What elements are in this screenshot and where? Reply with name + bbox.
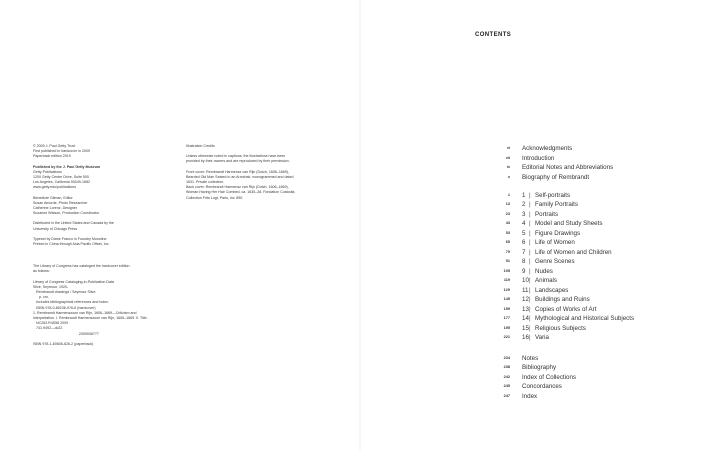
toc-title: Varia <box>535 334 549 342</box>
toc-separator: | <box>529 229 531 237</box>
toc-chapter-number: 2 <box>522 201 526 209</box>
toc-title: Life of Women <box>535 239 575 247</box>
cip-line: ISBN 978-0-89236-976-6 (hardcover) <box>33 305 96 310</box>
distribution-line: University of Chicago Press <box>33 226 78 231</box>
toc-page-number: 23 <box>505 211 510 216</box>
toc-chapter[interactable] <box>488 210 688 220</box>
toc-chapter[interactable] <box>488 314 688 324</box>
toc-title: Religious Subjects <box>535 324 586 332</box>
toc-separator: | <box>529 210 531 218</box>
toc-separator: | <box>529 239 531 247</box>
toc-entry[interactable] <box>488 144 688 154</box>
toc-title: Genre Scenes <box>535 258 575 266</box>
toc-page-number: 119 <box>503 278 510 283</box>
toc-title: Biography of Rembrandt <box>522 173 590 181</box>
toc-page-number: 43 <box>505 221 510 226</box>
toc-chapter[interactable] <box>488 267 688 277</box>
toc-page-number: 247 <box>503 393 510 398</box>
toc-chapter-number: 6 <box>522 239 526 247</box>
toc-separator: | <box>529 305 531 313</box>
toc-chapter-number: 11 <box>522 286 529 294</box>
staff-line: Susan Amorde, Photo Researcher <box>33 200 88 205</box>
toc-page-number: 79 <box>505 249 510 254</box>
typeset-line: Typeset by Diane Franco in Foundry Monoline <box>33 236 107 241</box>
toc-title: Introduction <box>522 154 555 162</box>
toc-separator: | <box>529 201 531 209</box>
toc-chapter-number: 9 <box>522 267 526 275</box>
publisher-address-line: www.getty.edu/publications <box>33 185 77 190</box>
toc-chapter[interactable] <box>488 238 688 248</box>
copyright-line: Paperback edition 2019 <box>33 154 71 159</box>
table-of-contents <box>488 144 688 401</box>
staff-line: Catherine Lorenz, Designer <box>33 206 77 211</box>
page-gutter <box>359 0 361 450</box>
toc-separator: | <box>529 258 531 266</box>
toc-chapter-number: 5 <box>522 229 526 237</box>
toc-title: Index of Collections <box>522 373 576 381</box>
back-cover-line: Back cover: Rembrandt Harmensz van Rijn (Dutch, 1606–1669), <box>186 185 289 190</box>
toc-chapter[interactable] <box>488 295 688 305</box>
toc-page-number: ix <box>506 165 510 169</box>
staff-line: Benedicte Gilman, Editor <box>33 195 73 200</box>
credits-body-line: Unless otherwise noted in captions, the illustrations have been <box>186 154 286 159</box>
toc-page-number: 1 <box>507 192 510 197</box>
toc-page-number: 245 <box>503 384 510 389</box>
back-cover-line: Woman Having Her Hair Combed, ca. 1635–38. Fondation Custodia, <box>186 190 296 195</box>
toc-page-number: 105 <box>503 268 510 273</box>
toc-page-number: 129 <box>503 287 510 292</box>
toc-title: Editorial Notes and Abbreviations <box>522 164 614 171</box>
toc-page-number: 13 <box>505 202 510 207</box>
toc-entry[interactable] <box>488 354 688 364</box>
toc-chapter[interactable] <box>488 276 688 286</box>
toc-chapter-number: 15 <box>522 324 529 332</box>
toc-chapter-number: 10 <box>522 277 529 285</box>
copyright-column <box>33 144 173 347</box>
toc-page-number: vii <box>505 155 510 160</box>
typeset-line: Printed in China through Asia Pacific Offset, Inc. <box>33 242 110 247</box>
toc-page-number: 91 <box>505 259 510 264</box>
credits-heading: Illustration Credits <box>186 144 215 148</box>
toc-page-number: 234 <box>503 355 510 360</box>
toc-title: Portraits <box>535 210 559 218</box>
toc-title: Mythological and Historical Subjects <box>535 315 635 323</box>
toc-title: Acknowledgments <box>522 145 573 152</box>
toc-chapter[interactable] <box>488 333 688 343</box>
toc-page-number: 145 <box>503 297 510 302</box>
toc-page-number: 195 <box>503 325 510 330</box>
toc-page-number: 242 <box>503 374 510 379</box>
toc-chapter[interactable] <box>488 248 688 258</box>
toc-separator: | <box>529 191 531 199</box>
toc-separator: | <box>529 334 531 342</box>
distribution-line: Distributed in the United States and Canada by the <box>33 221 114 226</box>
toc-chapter[interactable] <box>488 191 688 201</box>
toc-separator: | <box>529 267 531 275</box>
credits-column <box>186 144 326 201</box>
cip-line: Includes bibliographical references and index. <box>33 300 109 305</box>
toc-title: Life of Women and Children <box>535 248 612 256</box>
toc-title: Self-portraits <box>535 191 571 199</box>
cataloging-line: The Library of Congress has cataloged the hardcover edition <box>33 264 130 269</box>
contents-title: CONTENTS <box>475 32 512 38</box>
toc-entry[interactable] <box>488 392 688 402</box>
cip-line: p. cm. <box>33 295 49 300</box>
toc-chapter-number: 3 <box>522 210 526 218</box>
toc-chapter-number: 8 <box>522 258 526 266</box>
cip-line: NC263.R4S58 2009 <box>33 321 69 326</box>
toc-page-number: x <box>507 174 510 179</box>
toc-title: Nudes <box>535 267 553 275</box>
toc-title: Animals <box>535 277 558 285</box>
toc-title: Buildings and Ruins <box>535 296 590 304</box>
toc-title: Family Portraits <box>535 201 578 209</box>
toc-entry[interactable] <box>488 154 688 164</box>
front-cover-line: Bearded Old Man Seated in an Armchair, monogrammed and dated <box>186 174 294 179</box>
cip-line: interpretation. I. Rembrandt Harmenszoon van Rijn, 1606–1669. II. Title. <box>33 316 148 321</box>
toc-chapter[interactable] <box>488 200 688 210</box>
publisher-address-line: 1200 Getty Center Drive, Suite 500 <box>33 175 89 180</box>
toc-separator: | <box>529 296 531 304</box>
credits-body-line: provided by their owners and are reproduced by their permission. <box>186 159 290 164</box>
publisher-address-line: Los Angeles, California 90049-1682 <box>33 180 90 185</box>
toc-chapter[interactable] <box>488 286 688 296</box>
toc-chapter[interactable] <box>488 219 688 229</box>
copyright-line: © 2009 J. Paul Getty Trust <box>33 144 76 148</box>
toc-chapter-number: 4 <box>522 220 526 228</box>
toc-separator: | <box>529 324 531 332</box>
toc-chapter-number: 7 <box>522 248 526 256</box>
toc-chapter-number: 16 <box>522 334 529 342</box>
cip-line: 1. Rembrandt Harmenszoon van Rijn, 1606–1669—Criticism and <box>33 310 137 315</box>
toc-title: Copies of Works of Art <box>535 305 597 313</box>
toc-page-number: 53 <box>505 230 510 235</box>
toc-title: Figure Drawings <box>535 229 581 237</box>
cataloging-line: as follows: <box>33 269 50 274</box>
front-cover-line: Front cover: Rembrandt Harmensz van Rijn (Dutch, 1606–1669), <box>186 169 290 174</box>
toc-entry[interactable] <box>488 363 688 373</box>
toc-separator: | <box>529 220 531 228</box>
toc-chapter[interactable] <box>488 229 688 239</box>
cip-line: Library of Congress Cataloging-in-Publication Data <box>33 279 114 284</box>
cip-line: 741.9492—dc22 <box>33 326 63 331</box>
staff-line: Suzanne Watson, Production Coordinator <box>33 211 100 216</box>
toc-chapter[interactable] <box>488 305 688 315</box>
toc-page-number: 221 <box>503 335 510 340</box>
publisher-heading: Published by the J. Paul Getty Museum <box>33 164 101 169</box>
toc-separator: | <box>529 315 531 323</box>
front-cover-line: 1631. Private collection. <box>186 180 225 185</box>
toc-title: Model and Study Sheets <box>535 220 603 228</box>
toc-page-number: 159 <box>503 306 510 311</box>
toc-page-number: 238 <box>503 365 510 370</box>
isbn-line: ISBN 978-1-60606-626-2 (paperback) <box>33 341 94 346</box>
toc-title: Notes <box>522 354 539 362</box>
toc-chapter-number: 1 <box>522 191 526 199</box>
toc-title: Concordances <box>522 383 562 391</box>
publisher-address-line: Getty Publications <box>33 169 62 174</box>
cip-line: Slive, Seymour, 1920- <box>33 284 69 289</box>
cip-line: Rembrandt drawings / Seymour Slive. <box>33 290 97 295</box>
toc-chapter-number: 12 <box>522 296 529 304</box>
toc-entry[interactable] <box>488 373 688 383</box>
toc-chapter[interactable] <box>488 257 688 267</box>
toc-entry[interactable] <box>488 382 688 392</box>
copyright-line: First published in hardcover in 2009 <box>33 149 90 154</box>
cip-line: 2009008777 <box>33 331 99 336</box>
back-cover-line: Collection Frits Lugt, Paris, inv. 890. <box>186 195 244 200</box>
toc-title: Index <box>522 392 538 400</box>
toc-chapter-number: 14 <box>522 315 529 323</box>
toc-chapter[interactable] <box>488 324 688 334</box>
toc-separator: | <box>529 248 531 256</box>
toc-title: Landscapes <box>535 286 569 294</box>
toc-entry[interactable] <box>488 173 688 183</box>
toc-page-number: vi <box>506 146 510 150</box>
toc-chapter-number: 13 <box>522 305 529 313</box>
toc-entry[interactable] <box>488 163 688 173</box>
toc-page-number: 65 <box>505 240 510 245</box>
toc-separator: | <box>529 277 531 285</box>
toc-page-number: 177 <box>503 316 510 321</box>
toc-separator: | <box>529 286 531 294</box>
toc-title: Bibliography <box>522 364 557 372</box>
